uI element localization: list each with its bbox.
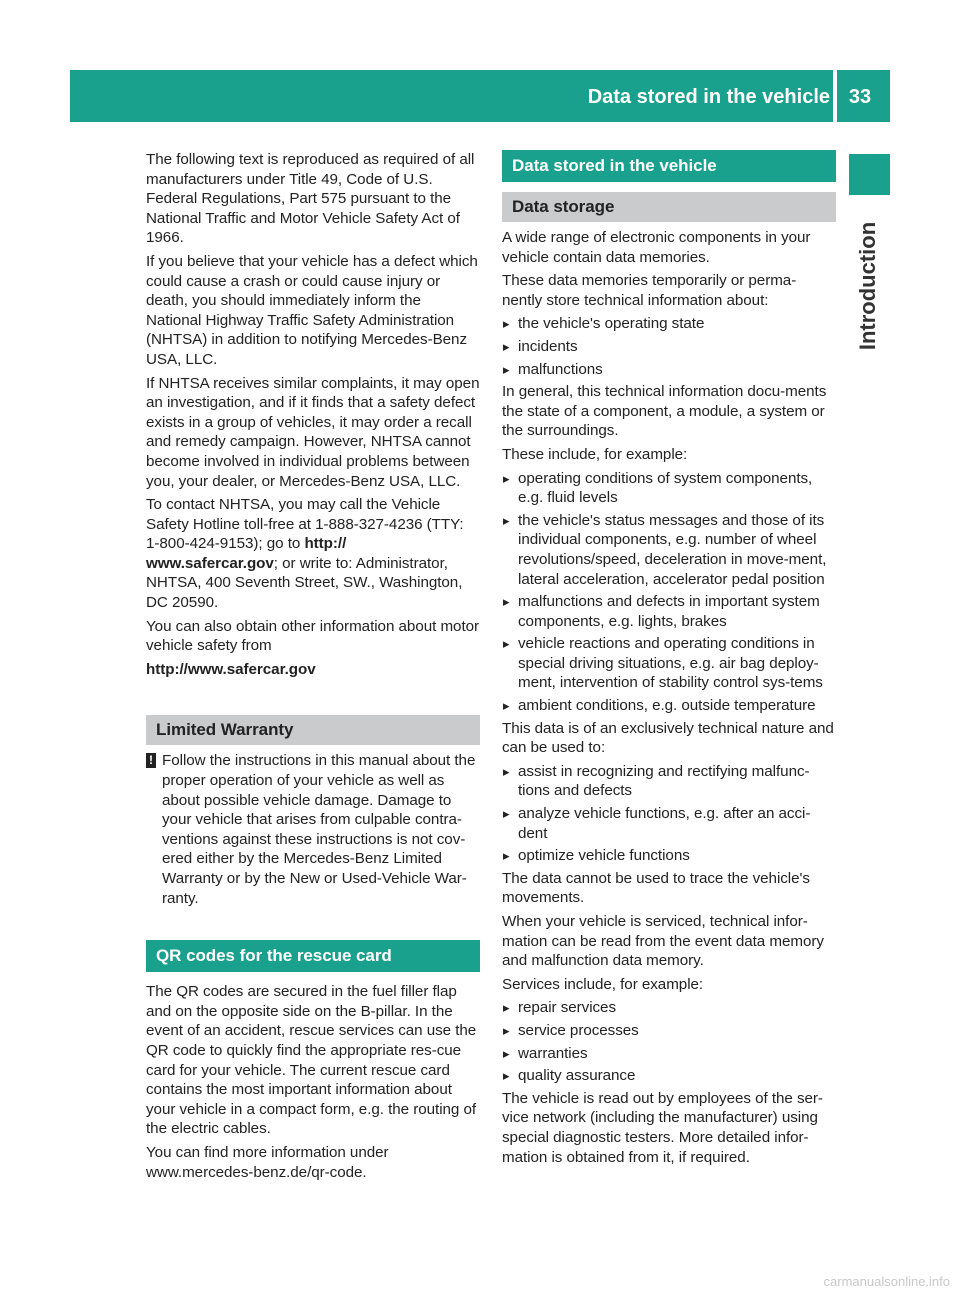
paragraph: Services include, for example: <box>502 975 704 993</box>
data-stored-heading: Data stored in the vehicle <box>502 150 836 182</box>
warranty-notice <box>146 751 480 908</box>
paragraph: The vehicle is read out by employees of the ser-vice network (including the manufacturer) using special diagnostic testers. More detailed infor-mation is obtained from it, if required. <box>502 1089 823 1166</box>
qr-codes-heading: QR codes for the rescue card <box>146 940 480 972</box>
paragraph: You can find more information under www.mercedes-benz.de/qr-code. <box>146 1143 389 1181</box>
watermark: carmanualsonline.info <box>823 1274 950 1289</box>
bullet-list <box>502 998 836 1085</box>
list-item: ▸ warranties <box>502 1044 836 1064</box>
paragraph: The following text is reproduced as required of all manufacturers under Title 49, Code of U.S. Federal Regulations, Part 575 pursuant to the National Traffic and Motor Vehicle Safety Act of 1966. <box>146 151 475 247</box>
paragraph: These include, for example: <box>502 445 688 463</box>
paragraph: The data cannot be used to trace the vehicle's movements. <box>502 869 810 907</box>
list-item: ▸ operating conditions of system components, e.g. fluid levels <box>502 469 836 508</box>
list-item: ▸ quality assurance <box>502 1066 836 1086</box>
list-item: ▸ vehicle reactions and operating conditions in special driving situations, e.g. air bag deploy-ment, intervention of stability control sys-tems <box>502 634 836 693</box>
paragraph: This data is of an exclusively technical nature and can be used to: <box>502 719 834 757</box>
bullet-list <box>502 469 836 716</box>
list-item: ▸ ambient conditions, e.g. outside temperature <box>502 696 836 716</box>
list-item: ▸ malfunctions and defects in important system components, e.g. lights, brakes <box>502 592 836 631</box>
list-item: ▸ the vehicle's operating state <box>502 314 836 334</box>
list-item: ▸ optimize vehicle functions <box>502 846 836 866</box>
side-tab <box>846 206 890 366</box>
left-column <box>146 150 480 1186</box>
side-tab-label: Introduction <box>855 221 880 351</box>
paragraph: If NHTSA receives similar complaints, it may open an investigation, and if it finds that a safety defect exists in a group of vehicles, it may order a recall and remedy campaign. However, NHTSA cannot become involved in individual problems between you, your dealer, or Mercedes-Benz USA, LLC. <box>146 374 480 490</box>
warranty-text: Follow the instructions in this manual about the proper operation of your vehicle as well as about possible vehicle damage. Damage to your vehicle that arises from culpable contra-ventions against these instructions is not cov-ered either by the Mercedes-Benz Limited Warranty or by the New or Used-Vehicle War-ranty. <box>162 752 476 907</box>
list-item: ▸ assist in recognizing and rectifying malfunc-tions and defects <box>502 762 836 801</box>
list-item: ▸ malfunctions <box>502 360 836 380</box>
bullet-list <box>502 762 836 866</box>
paragraph: These data memories temporarily or perma-nently store technical information about: <box>502 272 797 309</box>
paragraph: If you believe that your vehicle has a defect which could cause a crash or could cause injury or death, you should immediately inform the National Highway Traffic Safety Administration (NHTSA) in addition to notifying Mercedes-Benz USA, LLC. <box>146 252 478 368</box>
running-header-title: Data stored in the vehicle <box>587 86 830 108</box>
list-item: ▸ the vehicle's status messages and those of its individual components, e.g. number of wheel revolutions/speed, deceleration in move-ment, lateral acceleration, accelerator pedal position <box>502 511 836 589</box>
text: To contact NHTSA, you may call the Vehicle Safety Hotline toll-free at 1-888-327-4236 (TTY: 1-800-424-9153); go to <box>146 496 464 553</box>
data-storage-subheading: Data storage <box>502 192 836 222</box>
text: ; or write to: Administrator, NHTSA, 400 Seventh Street, SW., Washington, DC 20590. <box>146 554 463 612</box>
contact-paragraph <box>146 495 480 613</box>
list-item: ▸ service processes <box>502 1021 836 1041</box>
limited-warranty-heading: Limited Warranty <box>146 715 480 745</box>
list-item: ▸ incidents <box>502 337 836 357</box>
right-column <box>502 150 836 1171</box>
list-item: ▸ analyze vehicle functions, e.g. after an acci-dent <box>502 804 836 843</box>
list-item: ▸ repair services <box>502 998 836 1018</box>
paragraph: When your vehicle is serviced, technical infor-mation can be read from the event data memory and malfunction data memory. <box>502 913 824 970</box>
paragraph: You can also obtain other information about motor vehicle safety from <box>146 617 480 655</box>
page-number: 33 <box>848 86 872 108</box>
safercar-link[interactable]: http:// www.safercar.gov <box>146 535 347 572</box>
safercar-url-link[interactable]: http://www.safercar.gov <box>146 660 316 678</box>
warning-icon: ! <box>146 753 156 768</box>
paragraph: A wide range of electronic components in your vehicle contain data memories. <box>502 229 811 266</box>
paragraph: The QR codes are secured in the fuel filler flap and on the opposite side on the B-pillar. In the event of an accident, rescue services can use the QR code to quickly find the appropriate res-cue card for your vehicle. The current rescue card contains the most important information about your vehicle in a compact form, e.g. the routing of the electric cables. <box>146 983 477 1138</box>
bullet-list <box>502 314 836 379</box>
paragraph: In general, this technical information docu-ments the state of a component, a module, a system or the surroundings. <box>502 383 827 440</box>
header-separator <box>833 70 837 122</box>
side-tab-marker <box>849 154 890 195</box>
